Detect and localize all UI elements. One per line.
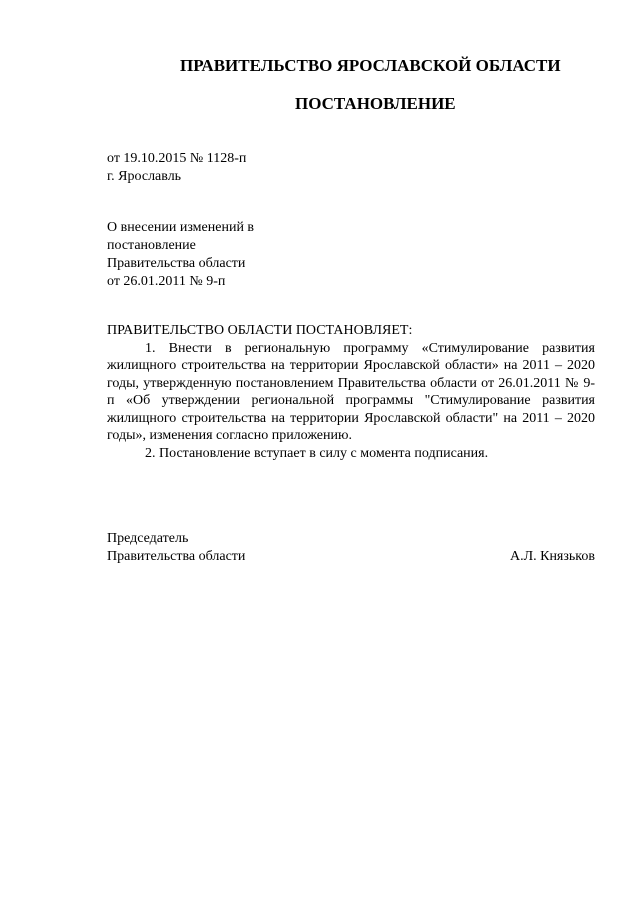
signature-row (107, 548, 595, 566)
signature-block (107, 530, 595, 566)
document-body (107, 322, 595, 462)
document-subject (107, 219, 254, 291)
decree-statement: ПРАВИТЕЛЬСТВО ОБЛАСТИ ПОСТАНОВЛЯЕТ: (107, 323, 413, 338)
signatory-title-line2: Правительства области (107, 549, 246, 564)
body-item: 1. Внести в региональную программу «Стимулирование развития жилищного строительства на территории Ярославской области» на 2011 – 2020 годы, утвержденную постановлением Правительства области от 26.01.2011 № 9-п «Об утверждении региональной программы "Стимулирование развития жилищного строительства на территории Ярославской области" на 2011 – 2020 годы», изменения согласно приложению. (107, 340, 595, 443)
subject-line: О внесении изменений в (107, 220, 255, 235)
city: г. Ярославль (107, 169, 182, 184)
body-item: 2. Постановление вступает в силу с момента подписания. (145, 445, 489, 461)
signatory-name: А.Л. Князьков (510, 549, 595, 564)
organization-title: ПРАВИТЕЛЬСТВО ЯРОСЛАВСКОЙ ОБЛАСТИ (180, 56, 561, 75)
subject-line: постановление (107, 238, 196, 253)
document-type-heading: ПОСТАНОВЛЕНИЕ (295, 94, 456, 113)
date-number: от 19.10.2015 № 1128-п (107, 151, 247, 166)
document-meta (107, 150, 246, 186)
subject-line: Правительства области (107, 256, 246, 271)
subject-line: от 26.01.2011 № 9-п (107, 274, 226, 289)
signatory-title: Председатель (107, 531, 189, 546)
